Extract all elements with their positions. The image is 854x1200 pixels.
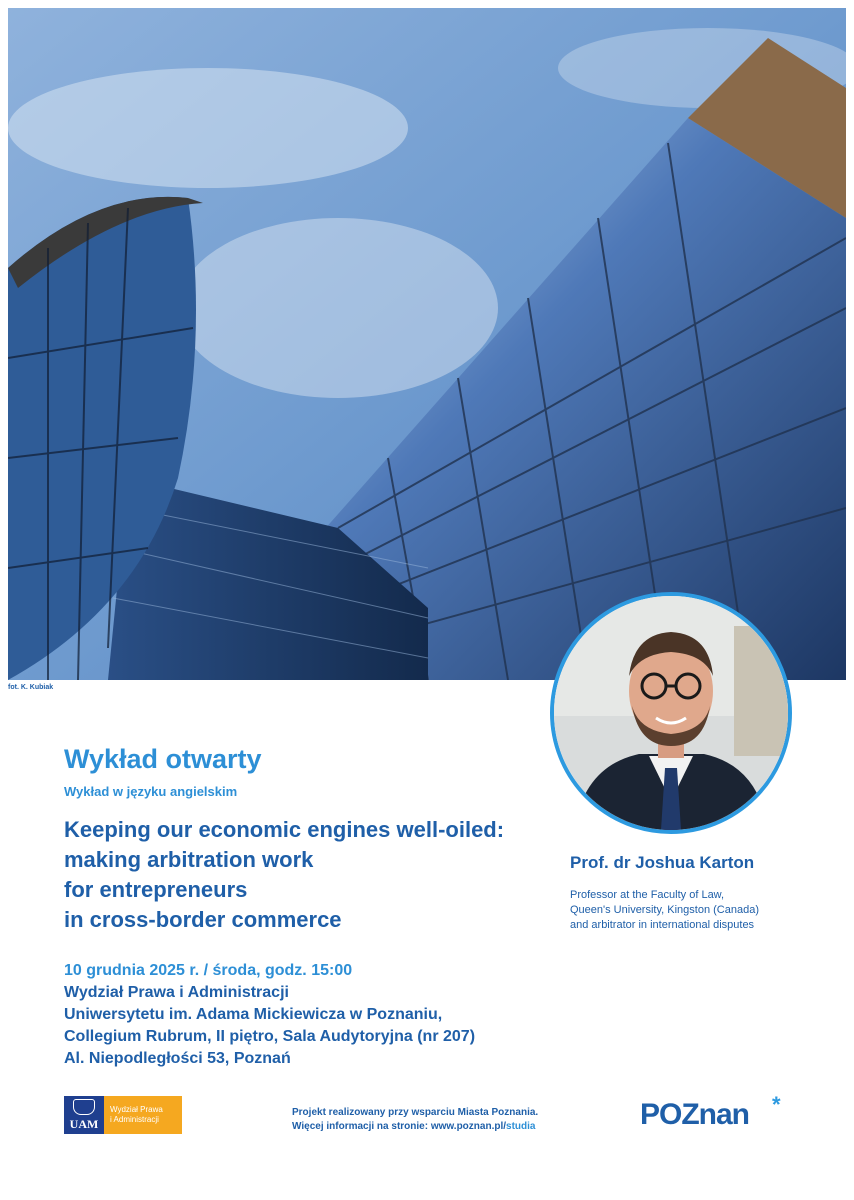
title-line: for entrepreneurs bbox=[64, 877, 248, 902]
lecture-type: Wykład otwarty bbox=[64, 744, 262, 774]
faculty-logo-text: Wydział Prawa i Administracji bbox=[104, 1096, 182, 1134]
event-venue-line: Collegium Rubrum, II piętro, Sala Audytoryjna (nr 207) bbox=[64, 1028, 476, 1045]
uam-crest-icon: UAM bbox=[64, 1096, 104, 1134]
lecture-title bbox=[64, 815, 544, 935]
project-note: Projekt realizowany przy wsparciu Miasta Poznania. bbox=[292, 1107, 539, 1118]
title-line: Keeping our economic engines well-oiled: bbox=[64, 817, 505, 842]
title-line: in cross-border commerce bbox=[64, 907, 342, 932]
building-photo bbox=[8, 8, 846, 680]
info-link[interactable]: studia bbox=[506, 1121, 536, 1132]
title-line: making arbitration work bbox=[64, 847, 314, 872]
uam-logo bbox=[64, 1096, 182, 1134]
footer-info bbox=[292, 1106, 538, 1134]
event-date: 10 grudnia 2025 r. / środa, godz. 15:00 bbox=[64, 962, 353, 979]
poznan-logo: POZnan * bbox=[640, 1092, 780, 1131]
speaker-name: Prof. dr Joshua Karton bbox=[570, 853, 755, 872]
lecture-language: Wykład w języku angielskim bbox=[64, 784, 238, 799]
event-details bbox=[64, 960, 475, 1070]
event-venue-line: Wydział Prawa i Administracji bbox=[64, 984, 289, 1001]
speaker-description bbox=[570, 888, 759, 933]
star-icon: * bbox=[772, 1092, 780, 1117]
speaker-description-line: Queen's University, Kingston (Canada) bbox=[570, 904, 759, 916]
speaker-portrait bbox=[550, 592, 792, 834]
event-address: Al. Niepodległości 53, Poznań bbox=[64, 1050, 291, 1067]
photo-credit: fot. K. Kubiak bbox=[8, 684, 54, 691]
speaker-description-line: and arbitrator in international disputes bbox=[570, 919, 755, 931]
speaker-description-line: Professor at the Faculty of Law, bbox=[570, 889, 725, 901]
event-venue-line: Uniwersytetu im. Adama Mickiewicza w Poznaniu, bbox=[64, 1006, 443, 1023]
info-line: Więcej informacji na stronie: www.poznan.pl/studia bbox=[292, 1121, 536, 1132]
